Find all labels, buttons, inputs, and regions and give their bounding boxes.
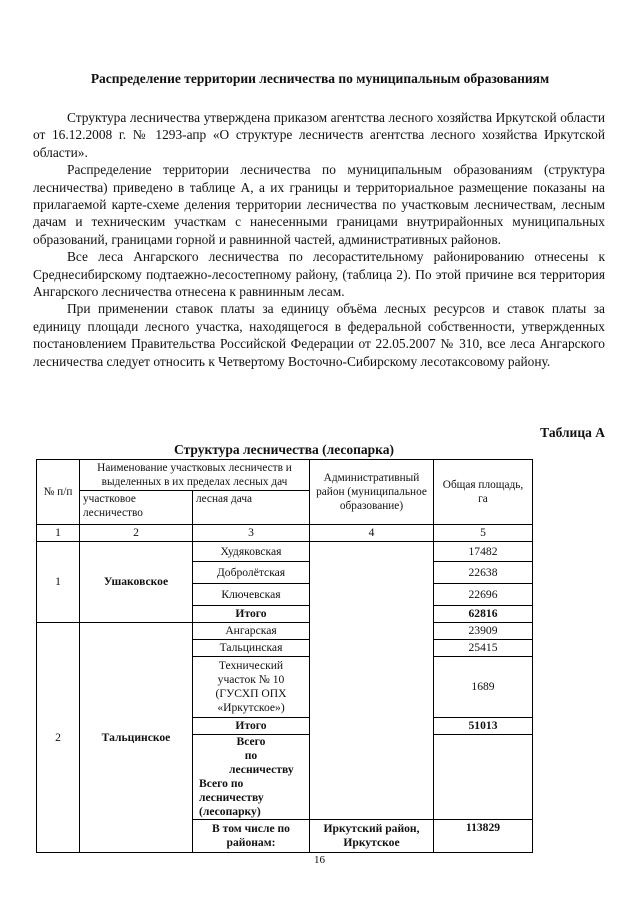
header-num: № п/п [37,460,80,525]
total-area: 51013 [434,718,533,735]
table-label: Таблица А [540,425,605,440]
forestry-structure-table [36,459,533,853]
including-area: 113829 [434,820,533,853]
grand-total-label [193,735,310,820]
col-number: 1 [37,525,80,542]
paragraph: При применении ставок платы за единицу объёма лесных ресурсов и ставок платы за единицу площади лесного участка, находящегося в федеральной собственности, утвержденных постановлением Правительства Российской Федерации от 22.05.2007 № 310, все леса Ангарского лесничества следует относить к Четвертому Восточно-Сибирскому лесотаксовому району. [33,301,605,369]
forest-dacha: Ключевская [193,584,310,606]
forest-dacha: Тальцинская [193,640,310,657]
section-heading: Распределение территории лесничества по муниципальным образованиям [90,71,550,86]
col-number: 5 [434,525,533,542]
admin-district [310,542,434,820]
table-row [37,542,533,562]
page-number: 16 [314,854,325,866]
area-value: 17482 [434,542,533,562]
area-value: 22696 [434,584,533,606]
col-number: 4 [310,525,434,542]
total-area: 62816 [434,606,533,623]
area-value: 1689 [434,657,533,718]
forest-dacha: Худяковская [193,542,310,562]
table-caption: Структура лесничества (лесопарка) [174,442,394,457]
col-number: 2 [80,525,193,542]
forest-dacha: Технический участок № 10 (ГУСХП ОПХ «Иркутское») [193,657,310,718]
grand-total-label-a: Всего по лесничеству [229,735,294,776]
total-label: Итого [193,606,310,623]
paragraph: Структура лесничества утверждена приказом агентства лесного хозяйства Иркутской области от 16.12.2008 г. № 1293-апр «О структуре лесничеств агентства лесного хозяйства Иркутской области». [33,110,605,160]
header-forest-dacha: лесная дача [193,491,310,525]
paragraph: Распределение территории лесничества по муниципальным образованиям (структура лесничества) приведено в таблице А, а их границы и территориальное размещение показаны на прилагаемой карте-схеме деления территории лесничества по участковым лесничествам, лесным дачам и техническим участкам с нанесенными границами внутрирайонных муниципальных образований, границами горной и равнинной частей, административных районов. [33,162,605,247]
table-row [37,623,533,640]
header-area: Общая площадь, га [434,460,533,525]
area-value: 22638 [434,562,533,584]
paragraph: Все леса Ангарского лесничества по лесорастительному районированию отнесены к Среднесибирскому подтаежно-лесостепному району, (таблица 2). По этой причине вся территория Ангарского лесничества отнесена к равнинным лесам. [33,249,605,300]
table-header-row [37,460,533,491]
grand-total-label-b: Всего по лесничеству (лесопарку) [199,777,264,818]
area-value: 23909 [434,623,533,640]
header-names-group: Наименование участковых лесничеств и выделенных в их пределах лесных дач [80,460,310,491]
body-text [33,109,605,370]
header-admin: Административный район (муниципальное образование) [310,460,434,525]
district-forestry-name: Тальцинское [80,623,193,853]
including-admin: Иркутский район, Иркутское [310,820,434,853]
forest-dacha: Ангарская [193,623,310,640]
total-label: Итого [193,718,310,735]
area-value: 25415 [434,640,533,657]
admin-blank [434,735,533,820]
row-num: 2 [37,623,80,853]
header-district-forestry: участковое лесничество [80,491,193,525]
row-num: 1 [37,542,80,623]
forest-dacha: Добролётская [193,562,310,584]
column-numbers-row [37,525,533,542]
including-label: В том числе по районам: [193,820,310,853]
district-forestry-name: Ушаковское [80,542,193,623]
col-number: 3 [193,525,310,542]
